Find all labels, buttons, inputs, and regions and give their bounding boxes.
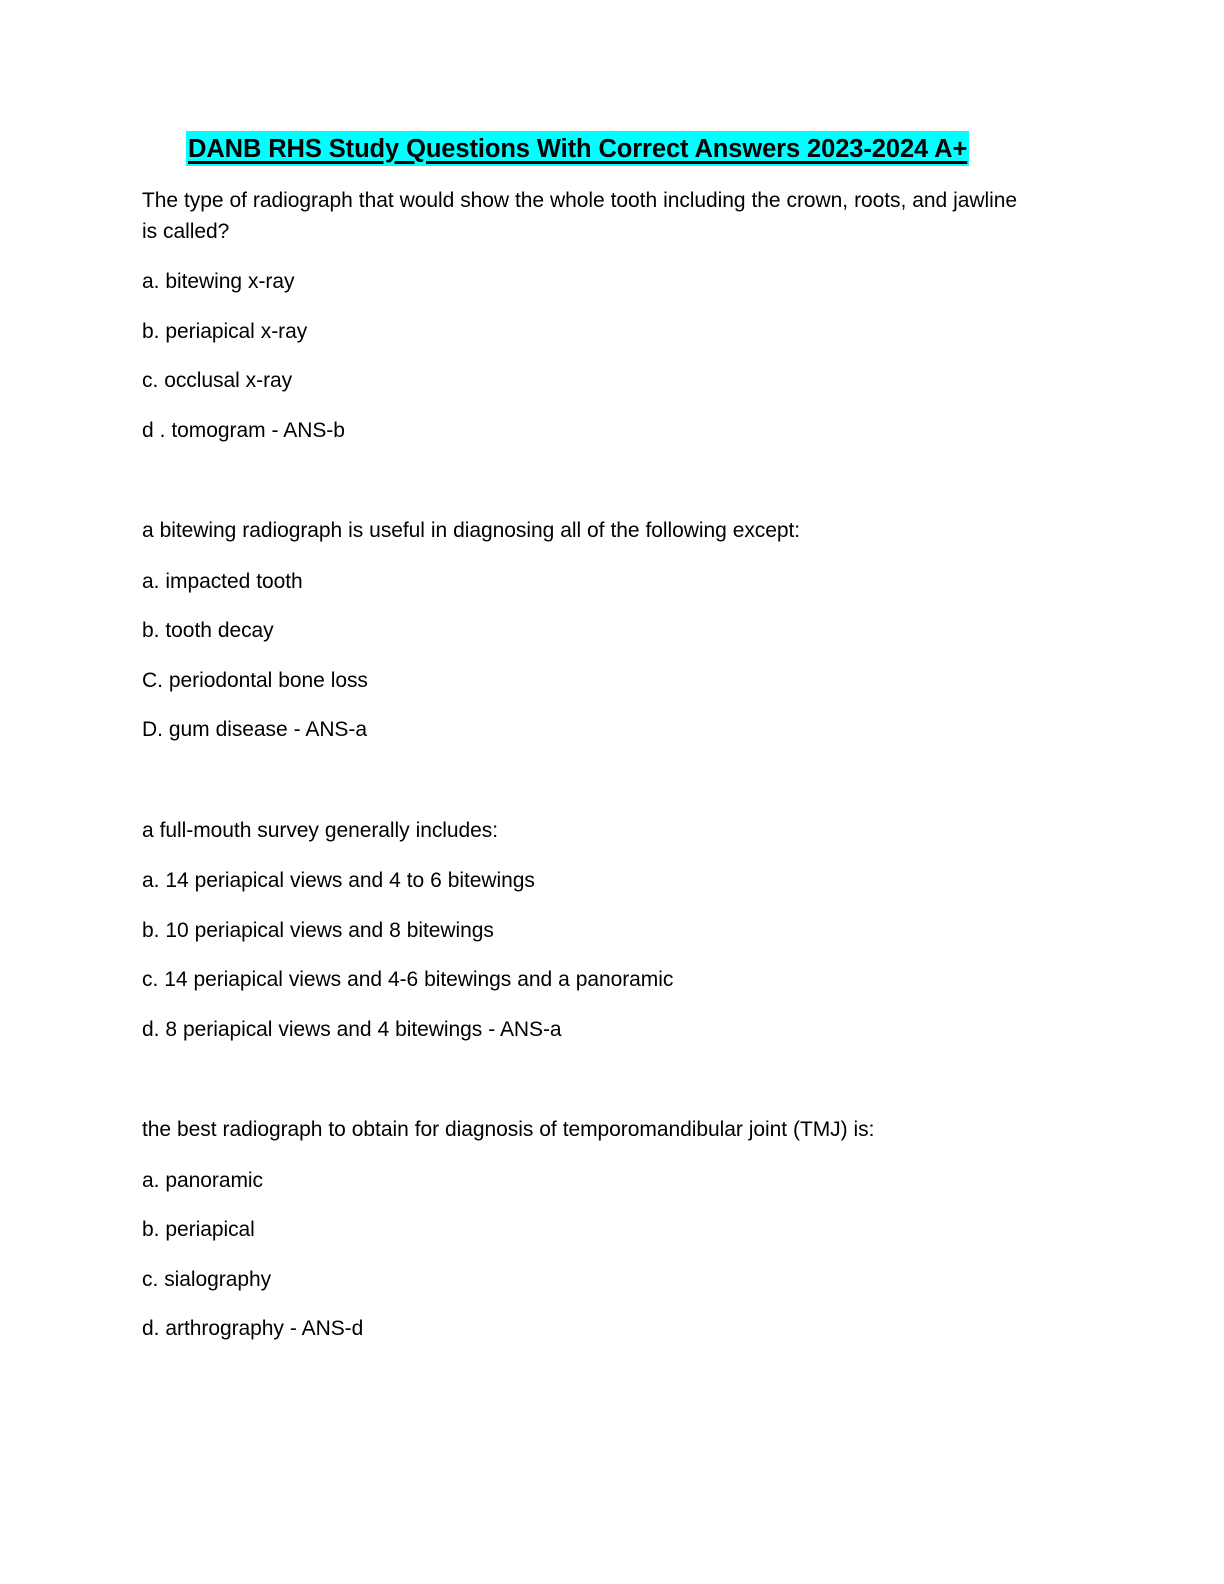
- question-text: the best radiograph to obtain for diagnosis of temporomandibular joint (TMJ) is:: [142, 1118, 875, 1141]
- question-block-1: [142, 186, 1042, 446]
- answer-option: a. impacted tooth: [142, 569, 303, 593]
- question-text: a bitewing radiograph is useful in diagnosing all of the following except:: [142, 519, 801, 542]
- question-text: a full-mouth survey generally includes:: [142, 818, 499, 842]
- question-block-3: [142, 816, 1042, 1046]
- answer-option: c. 14 periapical views and 4-6 bitewings and a panoramic: [142, 968, 674, 991]
- document-body: [142, 132, 1042, 1345]
- question-block-2: [142, 516, 1042, 746]
- answer-option: a. panoramic: [142, 1168, 263, 1192]
- block-separator: [142, 746, 1042, 816]
- question-text: The type of radiograph that would show the whole tooth including the crown, roots, and jawline is called?: [142, 189, 1017, 243]
- page-title-text: DANB RHS Study Questions With Correct Answers 2023-2024 A+: [186, 131, 969, 166]
- answer-option: d. 8 periapical views and 4 bitewings - ANS-a: [142, 1017, 562, 1041]
- question-block-4: [142, 1115, 1042, 1345]
- answer-option: D. gum disease - ANS-a: [142, 718, 367, 741]
- answer-option: d. arthrography - ANS-d: [142, 1317, 364, 1340]
- answer-option: b. tooth decay: [142, 619, 274, 642]
- page-title: [142, 132, 1042, 166]
- answer-option: C. periodontal bone loss: [142, 668, 368, 692]
- answer-option: c. sialography: [142, 1267, 272, 1291]
- answer-option: a. bitewing x-ray: [142, 270, 295, 293]
- answer-option: d . tomogram - ANS-b: [142, 418, 345, 442]
- answer-option: b. periapical x-ray: [142, 319, 308, 343]
- answer-option: b. 10 periapical views and 8 bitewings: [142, 918, 494, 942]
- answer-option: b. periapical: [142, 1218, 255, 1241]
- answer-option: c. occlusal x-ray: [142, 369, 293, 392]
- block-separator: [142, 446, 1042, 516]
- block-separator: [142, 1045, 1042, 1115]
- answer-option: a. 14 periapical views and 4 to 6 bitewings: [142, 869, 535, 892]
